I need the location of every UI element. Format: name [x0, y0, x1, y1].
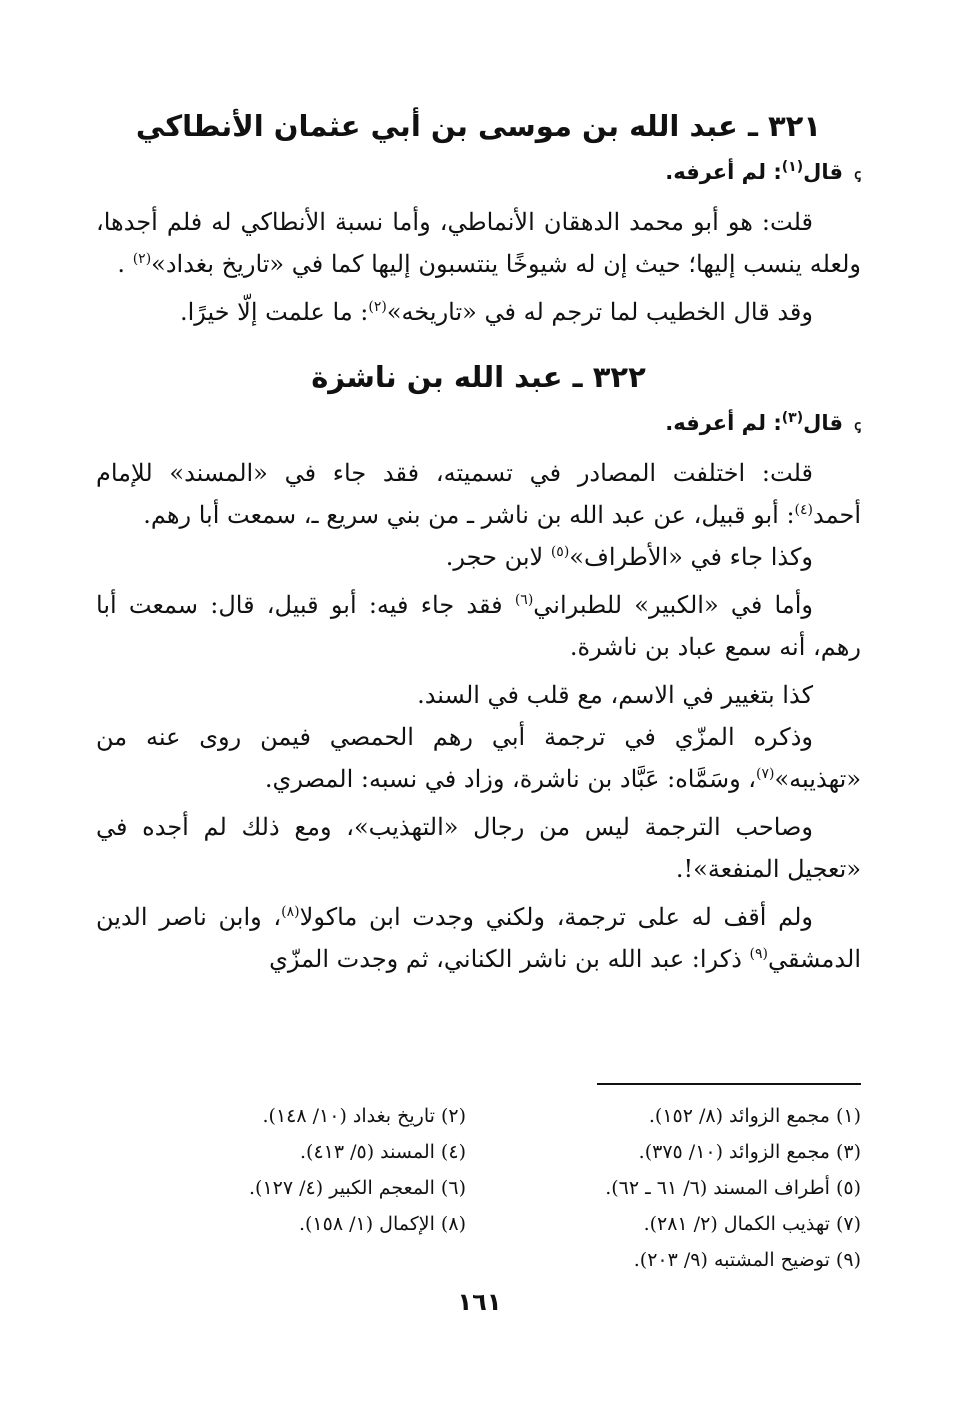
entry-322-paragraph-2: [96, 536, 861, 578]
footnote-6: (٦) المعجم الكبير (٤/ ١٢٧).: [249, 1177, 466, 1199]
entry-322-paragraph-6: وصاحب الترجمة ليس من رجال «التهذيب»، ومع ذلك لم أجده في «تعجيل المنفعة»!.: [96, 813, 861, 883]
page-number: ١٦١: [457, 1288, 502, 1316]
footnote-ref: (٧): [756, 766, 775, 782]
entry-322-paragraph-7: [96, 896, 861, 980]
footnote-5: (٥) أطراف المسند (٦/ ٦١ ـ ٦٢).: [605, 1177, 861, 1199]
footnote-3: (٣) مجمع الزوائد (١٠/ ٣٧٥).: [638, 1141, 861, 1163]
footnote-ref: (٢): [368, 299, 387, 315]
entry-321-paragraph-1: [96, 201, 861, 285]
footnote-ref: (٩): [749, 946, 768, 962]
paragraph-text: لابن حجر.: [445, 543, 551, 571]
qal-text: : لم أعرفه.: [665, 411, 782, 435]
paragraph-text: قلت: اختلفت المصادر في تسميته، فقد جاء في «المسند» للإمام أحمد: [96, 459, 861, 529]
footnote-ref: (٥): [550, 544, 570, 560]
entry-322-paragraph-3: [96, 584, 861, 668]
paragraph-text: .: [117, 250, 126, 278]
footnote-2: (٢) تاريخ بغداد (١٠/ ١٤٨).: [262, 1105, 466, 1127]
paragraph-text: : أبو قبيل، عن عبد الله بن ناشر ـ من بني سريع ـ، سمعت أبا رهم.: [143, 501, 795, 529]
paragraph-text: ولم أقف له على ترجمة، ولكني وجدت ابن ماكولا: [299, 903, 813, 931]
entry-321-paragraph-2: [96, 291, 861, 333]
paragraph-text: فقد جاء فيه: أبو قبيل، قال: سمعت أبا رهم، أنه سمع عباد بن ناشرة.: [96, 591, 861, 661]
footnote-ref: (١): [781, 159, 804, 175]
entry-321-qal: [96, 152, 861, 195]
footnote-ref: (٦): [514, 592, 534, 608]
paragraph-text: : ما علمت إلّا خيرًا.: [179, 298, 369, 326]
footnote-9: (٩) توضيح المشتبه (٩/ ٢٠٣).: [633, 1249, 861, 1271]
entry-322-paragraph-4: كذا بتغيير في الاسم، مع قلب في السند.: [417, 681, 813, 709]
footnote-ref: (٣): [781, 410, 804, 426]
qal-word: قال: [803, 160, 843, 184]
bullet-icon: ꞔ: [854, 167, 861, 183]
paragraph-text: ، وابن ناصر الدين الدمشقي: [96, 903, 861, 973]
footnote-7: (٧) تهذيب الكمال (٢/ ٢٨١).: [643, 1213, 861, 1235]
qal-word: قال: [803, 411, 843, 435]
paragraph-text: ، وسَمَّاه: عَبَّاد بن ناشرة، وزاد في نسبه: المصري.: [264, 765, 757, 793]
entry-322-qal: [96, 403, 861, 446]
page-body: [96, 100, 861, 980]
bullet-icon: ꞔ: [854, 418, 861, 434]
entry-322-title: ٣٢٢ ـ عبد الله بن ناشزة: [311, 360, 646, 394]
footnote-ref: (٤): [794, 502, 814, 518]
footnote-8: (٨) الإكمال (١/ ١٥٨).: [298, 1213, 466, 1235]
paragraph-text: ذكرا: عبد الله بن ناشر الكناني، ثم وجدت المزّي: [269, 945, 750, 973]
paragraph-text: قلت: هو أبو محمد الدهقان الأنماطي، وأما نسبة الأنطاكي له فلم أجدها، ولعله ينسب إليها؛ حيث إن له شيوخًا ينتسبون إليها كما في «تاريخ بغداد»: [96, 208, 861, 278]
paragraph-text: وكذا جاء في «الأطراف»: [569, 543, 813, 571]
footnote-ref: (٢): [132, 251, 152, 267]
footnote-4: (٤) المسند (٥/ ٤١٣).: [299, 1141, 466, 1163]
entry-322-paragraph-5: [96, 716, 861, 800]
footnote-divider: [597, 1083, 861, 1085]
footnote-1: (١) مجمع الزوائد (٨/ ١٥٢).: [648, 1105, 861, 1127]
footnote-ref: (٨): [281, 904, 300, 920]
paragraph-text: وقد قال الخطيب لما ترجم له في «تاريخه»: [386, 298, 813, 326]
paragraph-text: وأما في «الكبير» للطبراني: [533, 591, 813, 619]
qal-text: : لم أعرفه.: [665, 160, 782, 184]
footnotes: [96, 1098, 861, 1278]
entry-321-title: ٣٢١ ـ عبد الله بن موسى بن أبي عثمان الأنطاكي: [135, 109, 822, 143]
paragraph-text: وذكره المزّي في ترجمة أبي رهم الحمصي فيمن روى عنه من «تهذيبه»: [96, 723, 861, 793]
entry-322-paragraph-1: [96, 452, 861, 536]
